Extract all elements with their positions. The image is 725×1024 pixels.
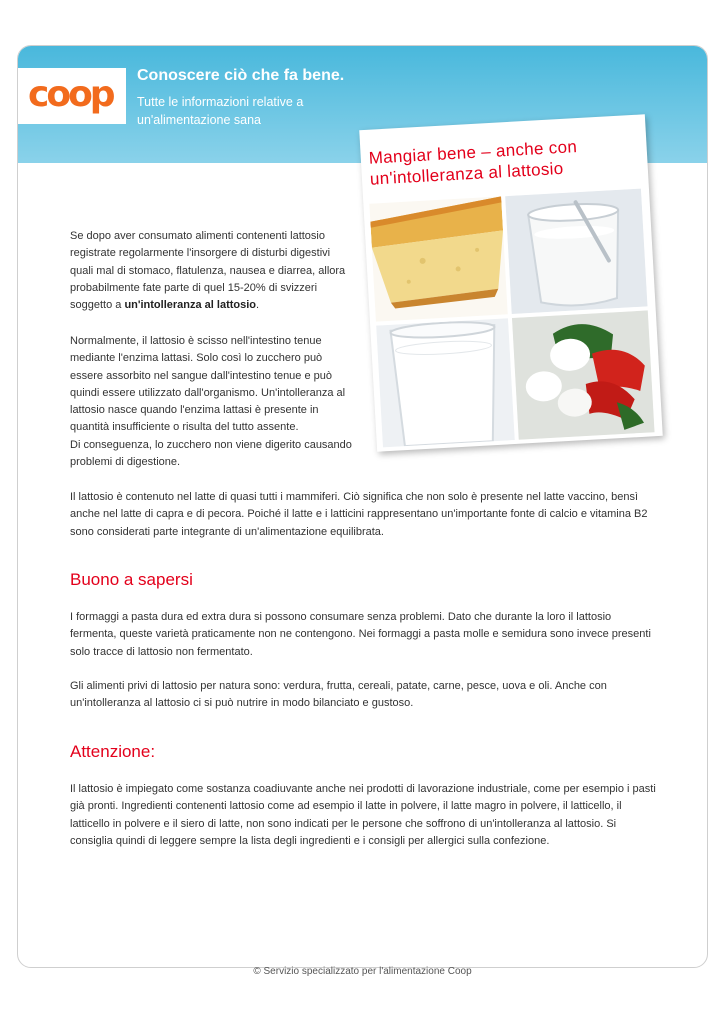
section-heading-attenzione: Attenzione: <box>70 742 156 761</box>
intro-paragraph-3: Il lattosio è contenuto nel latte di quasi tutti i mammiferi. Ciò significa che non solo è presente nel latte vaccino, bensì anche nel latte di capra e di pecora. Poiché il latte e i latticini rappresentano un'importante fonte di calcio e vitamina B2 sono considerati parte integrante di un'alimentazione equilibrata. <box>70 491 648 538</box>
section1-paragraph-2: Gli alimenti privi di lattosio per natura sono: verdura, frutta, cereali, patate, carne, pesce, uova e oli. Anche con un'intolleranza al lattosio ci si può nutrire in modo bilanciato e gustoso. <box>70 680 607 710</box>
section-heading-buono: Buono a sapersi <box>70 570 193 589</box>
section2-paragraph-1: Il lattosio è impiegato come sostanza coadiuvante anche nei prodotti di lavorazione industriale, come per esempio i pasti già pronti. Ingredienti contenenti lattosio come ad esempio il latte in polvere, il latte magro in polvere, il latticello, il latticello in polvere e il siero di latte, non sono indicati per le persone che soffrono di un'intolleranza al lattosio. Si consiglia quindi di leggere sempre la lista degli ingredienti e i consigli per allergici sulla confezione. <box>70 783 656 847</box>
intro-paragraph-1: Se dopo aver consumato alimenti contenenti lattosio registrate regolarmente l'insorgere di disturbi digestivi quali mal di stomaco, flatulenza, nausea e diarrea, allora probabilmente fate parte di quel 15-20% di svizzeri soggetto a un'intolleranza al lattosio. <box>70 230 346 312</box>
milk-glass-image <box>376 318 515 447</box>
intro-paragraph-2b: Di conseguenza, lo zucchero non viene digerito causando problemi di digestione. <box>70 439 352 469</box>
header-title: Conoscere ciò che fa bene. <box>137 67 345 84</box>
intro-bold-term: un'intolleranza al lattosio <box>124 299 257 312</box>
photo-card <box>359 114 663 451</box>
header-subtitle: Tutte le informazioni relative a un'alimentazione sana <box>137 95 304 127</box>
section1-paragraph-1: I formaggi a pasta dura ed extra dura si possono consumare senza problemi. Dato che durante la loro il lattosio fermenta, queste varietà praticamente non ne contengono. Nei formaggi a pasta molle e semidura sono invece presenti solo tracce di lattosio non fermentato. <box>70 611 651 658</box>
logo-box <box>18 68 126 124</box>
footer-copyright: © Servizio specializzato per l'alimentazione Coop <box>253 966 472 977</box>
intro-paragraph-2: Normalmente, il lattosio è scisso nell'intestino tenue mediante l'enzima lattasi. Solo così lo zucchero può essere assorbito nel sangue dall'intestino tenue e può quindi essere utilizzato dall'organismo. Un'intolleranza al lattosio nasce quando l'enzima lattasi è presente in quantità insufficiente o risulta del tutto assente. <box>70 335 346 434</box>
yogurt-image <box>505 189 647 314</box>
coop-logo[interactable]: coop <box>28 74 113 115</box>
cheese-image <box>369 196 507 321</box>
mozzarella-image <box>512 310 655 439</box>
card-title: Mangiar bene – anche con un'intolleranza al lattosio <box>368 137 578 189</box>
